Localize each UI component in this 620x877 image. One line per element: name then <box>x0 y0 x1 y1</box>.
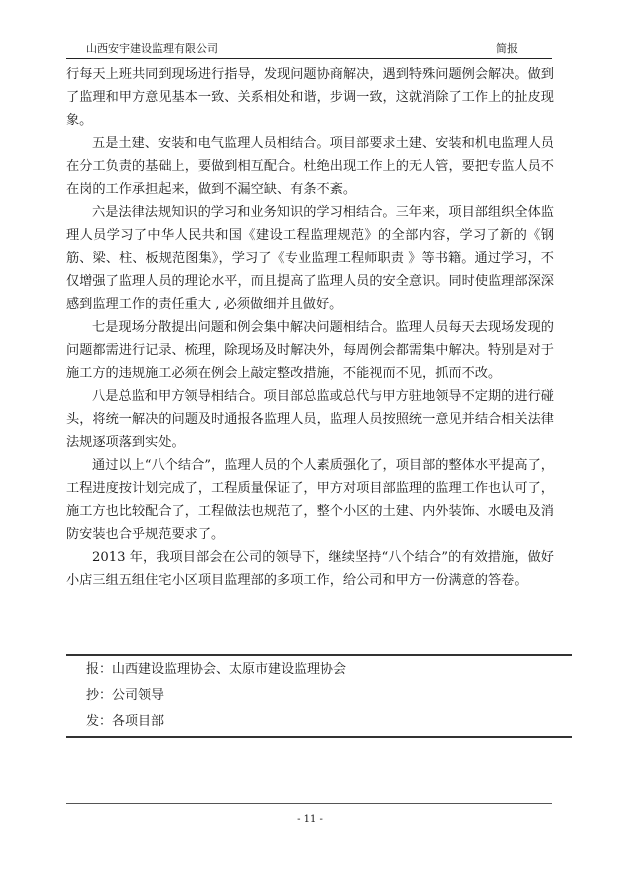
paragraph-7: 2013 年，我项目部会在公司的领导下，继续坚持“八个结合”的有效措施，做好小店三组五组住宅小区项目监理部的多项工作，给公司和甲方一份满意的答卷。 <box>66 550 554 588</box>
distribution-value: 山西建设监理协会、太原市建设监理协会 <box>112 662 347 677</box>
document-type: 简报 <box>496 42 518 55</box>
header-divider <box>66 58 552 59</box>
distribution-copy-to: 抄：公司领导 <box>86 686 164 706</box>
paragraph-5: 八是总监和甲方领导相结合。项目部总监或总代与甲方驻地领导不定期的进行碰头，将统一解决的问题及时通报各监理人员，监理人员按照统一意见并结合相关法律法规逐项落到实处。 <box>66 389 554 450</box>
footer-divider <box>66 803 552 804</box>
distribution-label: 发 <box>86 714 100 729</box>
page-header <box>66 40 552 58</box>
distribution-label: 报 <box>86 662 100 677</box>
distribution-report-to: 报：山西建设监理协会、太原市建设监理协会 <box>86 660 346 680</box>
paragraph-3: 六是法律法规知识的学习和业务知识的学习相结合。三年来，项目部组织全体监理人员学习了中华人民共和国《建设工程监理规范》的全部内容，学习了新的《钢筋、梁、柱、板规范图集》，学习了《专业监理工程师职责 》等书籍。通过学习，不仅增强了监理人员的理论水平，而且提高了监理人员的安全意识。同时使监理部深深感到监理工作的责任重大 , 必须做细并且做好。 <box>66 205 554 312</box>
distribution-send-to: 发：各项目部 <box>86 712 164 732</box>
distribution-value: 各项目部 <box>112 714 165 729</box>
distribution-label: 抄 <box>86 688 100 703</box>
organization-name: 山西安宇建设监理有限公司 <box>86 42 218 55</box>
paragraph-2: 五是土建、安装和电气监理人员相结合。项目部要求土建、安装和机电监理人员在分工负责的基础上，要做到相互配合。杜绝出现工作上的无人管，要把专监人员不在岗的工作承担起来，做到不漏空缺、有条不紊。 <box>66 136 554 197</box>
report-body <box>66 63 554 592</box>
distribution-box <box>66 654 572 738</box>
paragraph-1: 行每天上班共同到现场进行指导，发现问题协商解决，遇到特殊问题例会解决。做到了监理和甲方意见基本一致、关系相处和谐，步调一致，这就消除了工作上的扯皮现象。 <box>66 67 554 128</box>
page-number: - 11 - <box>297 814 323 825</box>
distribution-value: 公司领导 <box>112 688 165 703</box>
paragraph-4: 七是现场分散提出问题和例会集中解决问题相结合。监理人员每天去现场发现的问题都需进行记录、梳理，除现场及时解决外，每周例会都需集中解决。特别是对于施工方的违规施工必须在例会上敲定整改措施，不能视而不见，抓而不改。 <box>66 320 554 381</box>
paragraph-6: 通过以上“八个结合”，监理人员的个人素质强化了，项目部的整体水平提高了，工程进度按计划完成了，工程质量保证了，甲方对项目部监理的监理工作也认可了，施工方也比较配合了，工程做法也规范了，整个小区的土建、内外装饰、水暖电及消防安装也合乎规范要求了。 <box>66 458 554 542</box>
